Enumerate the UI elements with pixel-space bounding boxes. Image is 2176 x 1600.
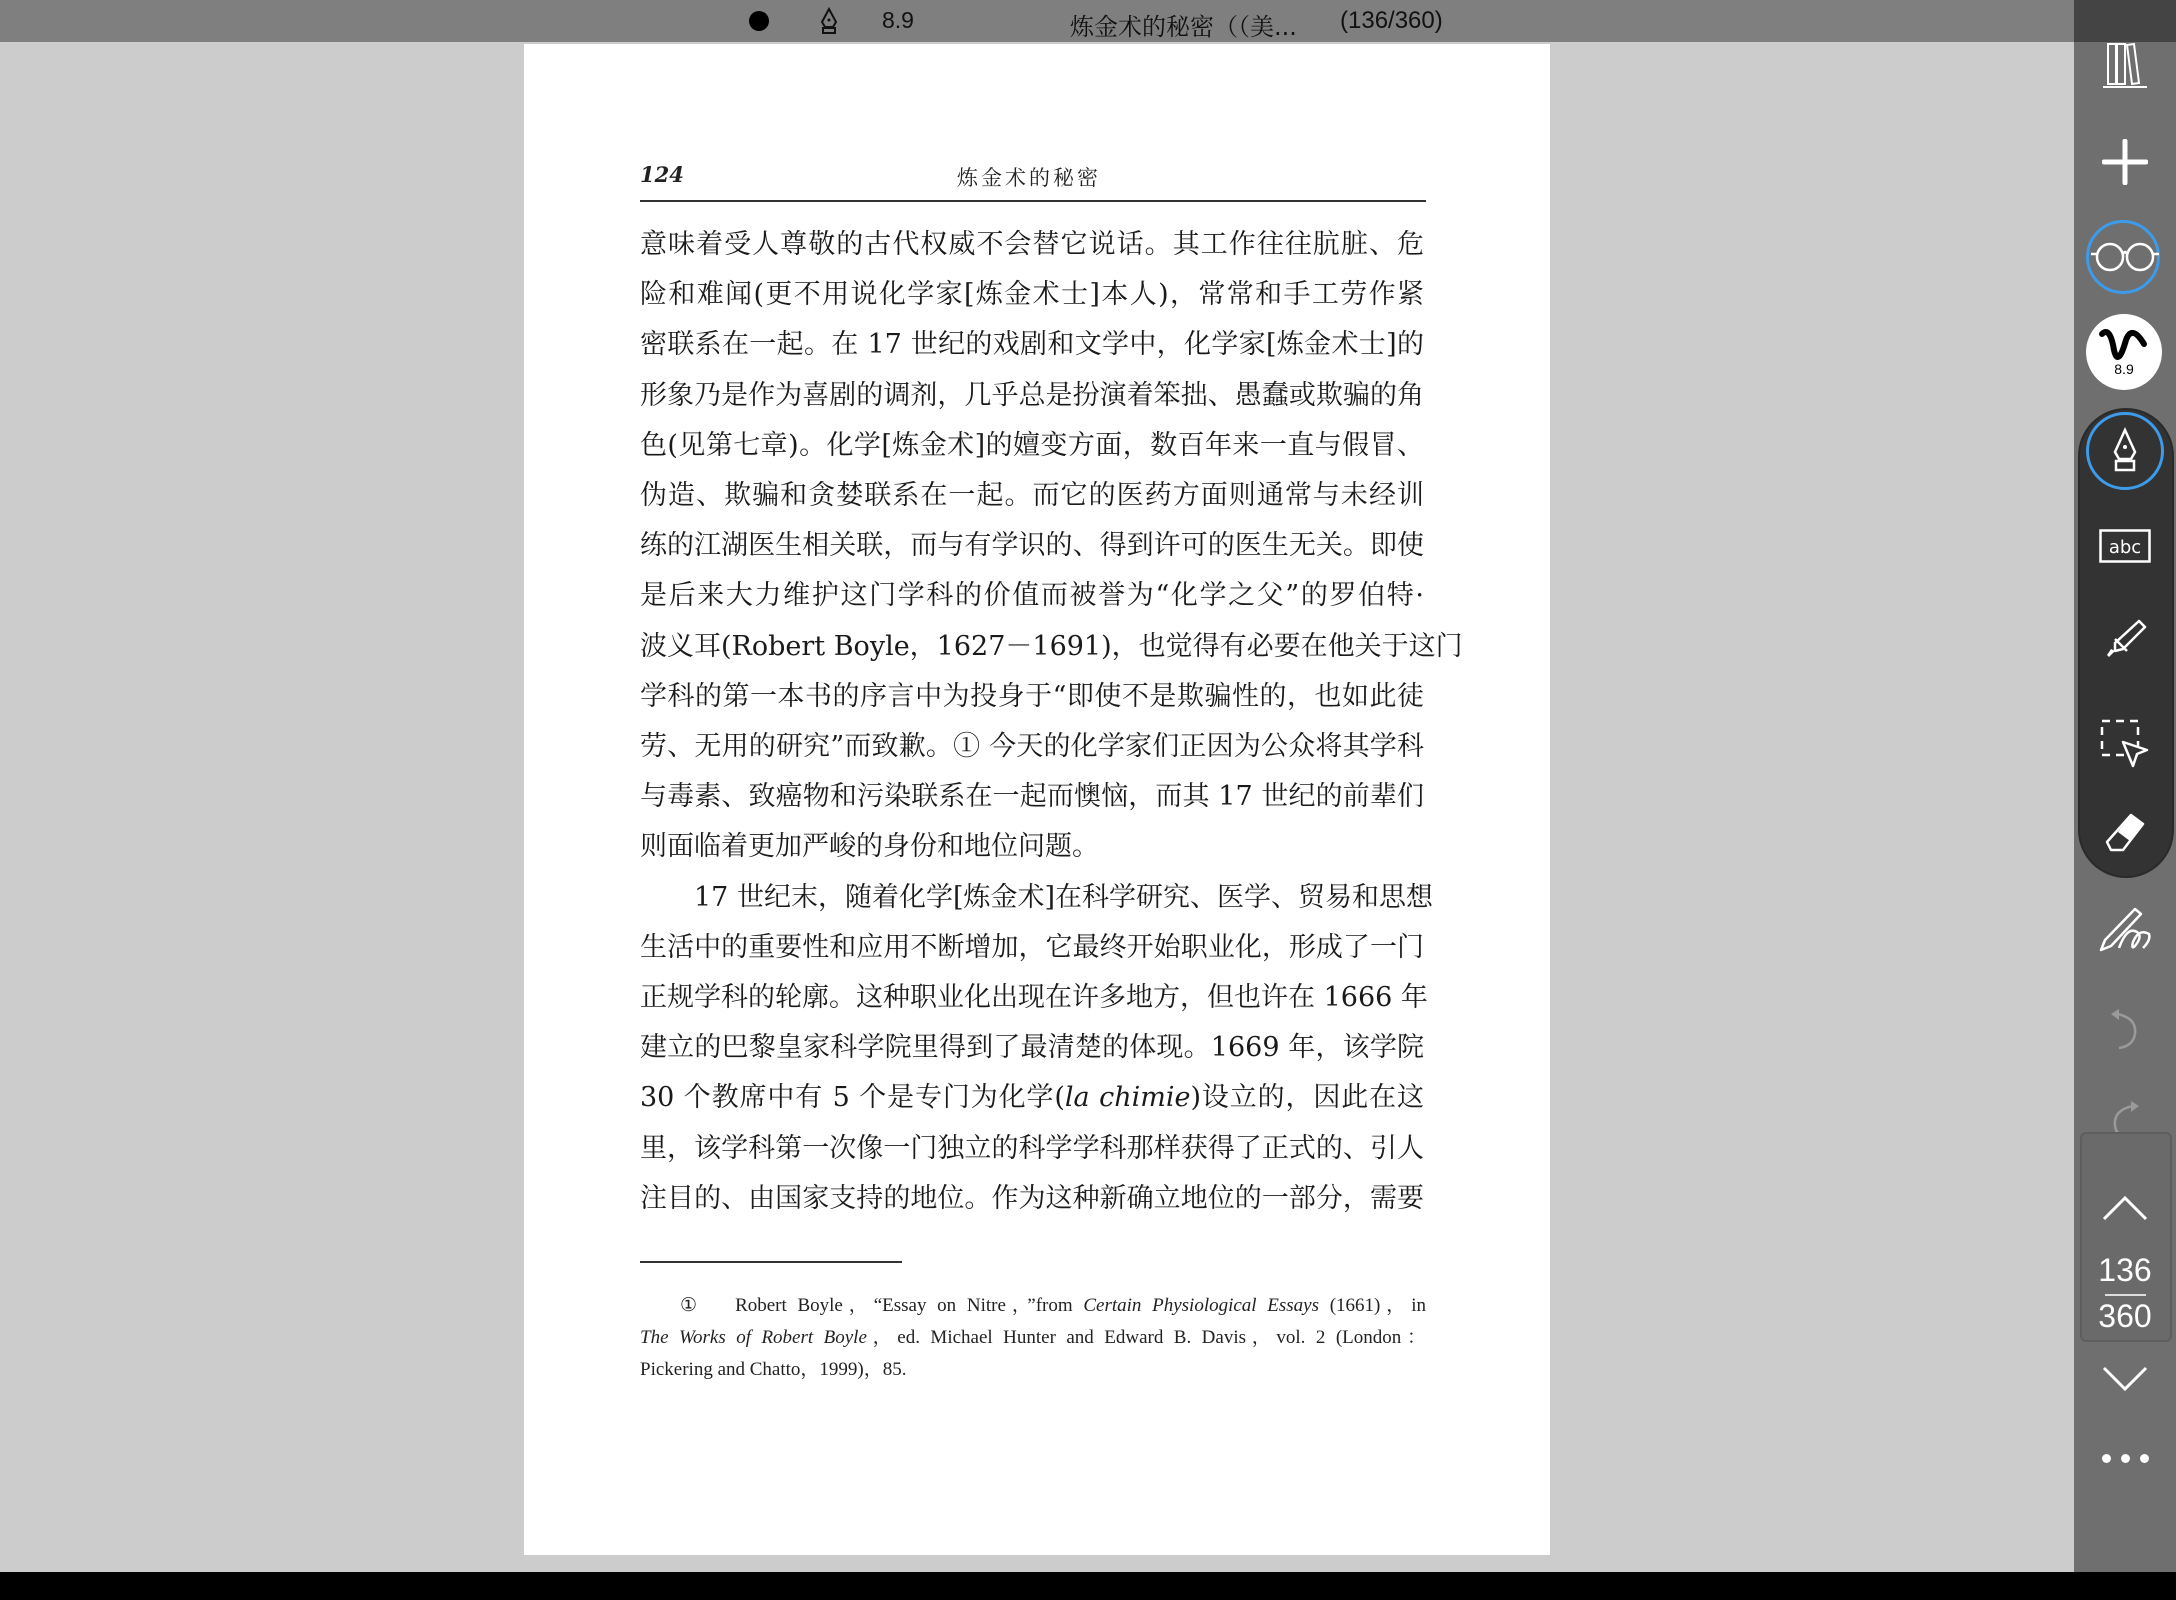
more-dots-icon [2121,1454,2130,1463]
document-page[interactable] [524,44,1550,1555]
lasso-select-icon [2099,718,2151,770]
header-rule [640,200,1426,202]
footnote-line: Pickering and Chatto，1999)，85. [640,1359,907,1380]
chevron-up-icon [2101,1195,2149,1221]
text-line: 则面临着更加严峻的身份和地位问题。 [640,831,1099,863]
fountain-pen-icon[interactable] [816,7,842,35]
text-line: 17 世纪末，随着化学[炼金术]在科学研究、医学、贸易和思想 [694,881,1434,913]
undo-icon [2107,1008,2143,1052]
footnote-book-title: Certain Physiological Essays [1083,1295,1320,1316]
stroke-settings-button[interactable] [2086,314,2162,390]
more-dots-icon [2140,1454,2149,1463]
text-line: 建立的巴黎皇家科学院里得到了最清楚的体现。1669 年，该学院 [640,1032,1424,1064]
toolbar-top-cap [2074,0,2176,42]
highlighter-icon [2101,617,2149,665]
previous-page-button[interactable] [2074,1190,2176,1226]
text-line: 里，该学科第一次像一门独立的科学学科那样获得了正式的、引人 [640,1132,1424,1164]
text-segment: )设立的，因此在这 [1190,1082,1424,1114]
text-line: 劳、无用的研究”而致歉。① 今天的化学家们正因为公众将其学科 [640,731,1424,763]
text-line: 波义耳(Robert Boyle，1627－1691)，也觉得有必要在他关于这门 [640,630,1463,662]
text-box-icon [2099,529,2151,563]
svg-text:abc: abc [2108,537,2142,558]
footnote-book-title: The Works of Robert Boyle [640,1327,867,1348]
reading-mode-icon-wrap [2074,236,2176,278]
page-fraction-bar [2105,1294,2146,1296]
pen-tool-icon-wrap [2074,426,2176,476]
footnote-rule [640,1261,902,1263]
text-line: 与毒素、致癌物和污染联系在一起而懊恼，而其 17 世纪的前辈们 [640,781,1424,813]
more-dots-icon [2102,1454,2111,1463]
text-line: 险和难闻(更不用说化学家[炼金术士]本人)，常常和手工劳作紧 [640,279,1424,311]
footnote-marker: ① [680,1295,703,1316]
text-line: 注目的、由国家支持的地位。作为这种新确立地位的一部分，需要 [640,1182,1424,1214]
glasses-icon [2090,240,2160,274]
page-number: 124 [640,162,684,187]
text-line: 密联系在一起。在 17 世纪的戏剧和文学中，化学家[炼金术士]的 [640,329,1424,361]
page-counter: (136/360) [1340,7,1443,34]
italic-term: la chimie [1064,1082,1191,1114]
footnote-text: (1661)，in [1319,1295,1427,1316]
next-page-button[interactable] [2074,1360,2176,1396]
text-tool-button[interactable] [2074,526,2176,566]
pen-handwriting-icon [2097,906,2153,954]
text-segment: 30 个教席中有 5 个是专门为化学( [640,1082,1065,1114]
top-status-bar [0,0,2074,42]
text-line: 形象乃是作为喜剧的调剂，几乎总是扮演着笨拙、愚蠢或欺骗的角 [640,379,1424,411]
document-title: 炼金术的秘密（（美... [1070,13,1297,41]
text-line: 是后来大力维护这门学科的价值而被誉为“化学之父”的罗伯特· [640,580,1424,612]
body-text [640,220,1463,1224]
text-line: 生活中的重要性和应用不断增加，它最终开始职业化，形成了一门 [640,931,1424,963]
footnote-line [640,1290,1426,1322]
current-page-number[interactable]: 136 [2098,1252,2152,1288]
eraser-icon [2103,812,2147,856]
text-line: 意味着受人尊敬的古代权威不会替它说话。其工作往往肮脏、危 [640,229,1424,260]
text-line: 色(见第七章)。化学[炼金术]的嬗变方面，数百年来一直与假冒、 [640,429,1424,461]
total-pages-number: 360 [2098,1298,2152,1334]
highlighter-tool-button[interactable] [2074,616,2176,666]
lasso-select-tool-button[interactable] [2074,716,2176,772]
text-line: 练的江湖医生相关联，而与有学识的、得到许可的医生无关。即使 [640,530,1424,562]
text-line: 伪造、欺骗和贪婪联系在一起。而它的医药方面则通常与未经训 [640,480,1424,512]
footnote-line [640,1322,1426,1354]
stroke-size-label: 8.9 [2114,361,2134,377]
text-line-mixed [640,1073,1424,1123]
handwriting-tool-button[interactable] [2074,904,2176,956]
library-button[interactable] [2074,40,2176,90]
system-bottom-bar [0,1572,2176,1600]
chevron-down-icon [2101,1365,2149,1391]
text-line: 正规学科的轮廓。这种职业化出现在许多地方，但也许在 1666 年 [640,982,1428,1014]
footnote-text: Robert Boyle，“Essay on Nitre，”from [735,1295,1084,1316]
right-toolbar [2074,0,2176,1572]
footnote-text: ，ed. Michael Hunter and Edward B. Davis，vol. 2 (London： [866,1327,1426,1348]
running-title: 炼金术的秘密 [957,166,1101,190]
eraser-tool-button[interactable] [2074,810,2176,858]
stroke-width-value: 8.9 [882,7,914,33]
plus-icon [2102,139,2148,185]
footnote [640,1290,1426,1386]
more-options-button[interactable] [2074,1454,2176,1463]
undo-button[interactable] [2074,1006,2176,1054]
text-line: 学科的第一本书的序言中为投身于“即使不是欺骗性的，也如此徒 [640,680,1424,712]
bookshelf-icon [2100,40,2150,90]
pen-color-indicator-icon[interactable] [749,11,769,31]
fountain-pen-icon [2108,427,2142,475]
add-button[interactable] [2074,137,2176,187]
